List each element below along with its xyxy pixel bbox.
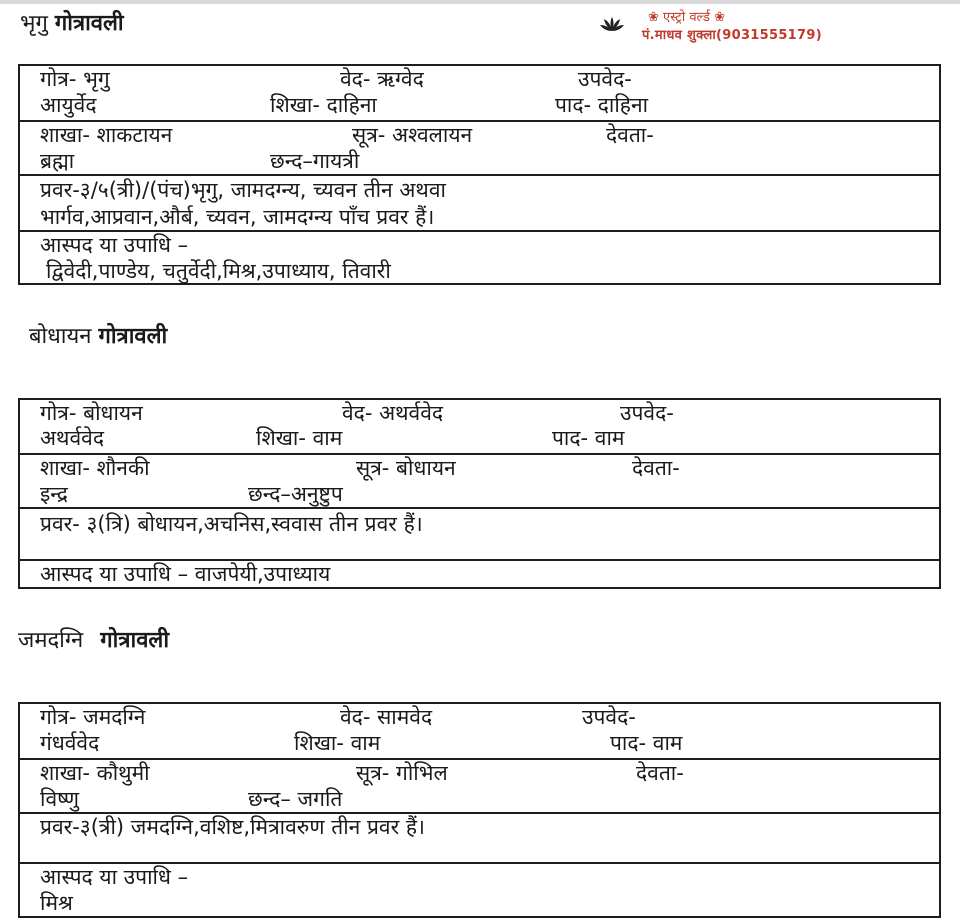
table-row <box>20 862 939 916</box>
gotra-table-bhrigu <box>18 64 941 285</box>
gotra-field: गोत्र- बोधायन <box>40 401 143 425</box>
aaspad-line: आस्पद या उपाधि – वाजपेयी,उपाध्याय <box>40 562 331 586</box>
devata-value: इन्द्र <box>40 482 68 506</box>
table-row <box>20 66 939 120</box>
veda-field: वेद- अथर्ववेद <box>342 401 444 425</box>
sutra-field: सूत्र- अश्वलायन <box>352 123 473 147</box>
shikha-field: शिखा- वाम <box>294 731 381 755</box>
table-row <box>20 174 939 230</box>
devata-label: देवता- <box>632 456 680 480</box>
upaveda-value: अथर्ववेद <box>40 426 104 450</box>
table-row <box>20 400 939 453</box>
table-row <box>20 812 939 862</box>
chhand-field: छन्द–अनुष्टुप <box>248 482 343 506</box>
paad-field: पाद- दाहिना <box>555 93 649 117</box>
top-strip <box>0 0 960 4</box>
sutra-field: सूत्र- बोधायन <box>356 456 456 480</box>
table-row <box>20 758 939 812</box>
upaveda-value: आयुर्वेद <box>40 93 97 117</box>
shakha-field: शाखा- शाकटायन <box>40 123 173 147</box>
brand-block <box>600 10 950 46</box>
upaveda-label: उपवेद- <box>582 705 636 729</box>
devata-label: देवता- <box>606 123 654 147</box>
pravar-line-1: प्रवर-३/५(त्री)/(पंच)भृगु, जामदग्न्य, च्यवन तीन अथवा <box>40 178 446 202</box>
gotra-table-jamadagni <box>18 702 941 918</box>
aaspad-value: मिश्र <box>40 891 73 915</box>
devata-value: विष्णु <box>40 787 80 811</box>
gotra-field: गोत्र- भृगु <box>40 67 110 91</box>
heading-bold: गोत्रावली <box>100 628 170 653</box>
table-row <box>20 230 939 283</box>
paad-field: पाद- वाम <box>610 731 683 755</box>
brand-contact: पं.माधव शुक्ला(9031555179) <box>642 28 822 43</box>
gotra-table-bodhayan <box>18 398 941 589</box>
gotra-field: गोत्र- जमदग्नि <box>40 705 146 729</box>
aaspad-value: द्विवेदी,पाण्डेय, चतुर्वेदी,मिश्र,उपाध्याय, तिवारी <box>46 259 391 283</box>
section-heading-bodhayan <box>29 324 167 350</box>
aaspad-label: आस्पद या उपाधि – <box>40 865 189 889</box>
brand-name: ❀ एस्ट्रो वर्ल्ड ❀ <box>648 10 726 25</box>
devata-value: ब्रह्मा <box>40 149 75 173</box>
pravar-line-1: प्रवर-३(त्री) जमदग्नि,वशिष्ट,मित्रावरुण तीन प्रवर हैं। <box>40 815 425 839</box>
lotus-logo-icon <box>600 16 624 32</box>
chhand-field: छन्द–गायत्री <box>270 149 360 173</box>
sutra-field: सूत्र- गोभिल <box>356 761 448 785</box>
paad-field: पाद- वाम <box>552 426 625 450</box>
veda-field: वेद- सामवेद <box>340 705 433 729</box>
heading-bold: गोत्रावली <box>54 11 124 36</box>
pravar-line-1: प्रवर- ३(त्रि) बोधायन,अचनिस,स्ववास तीन प्रवर हैं। <box>40 512 423 536</box>
section-heading-bhrigu <box>20 11 124 37</box>
heading-prefix: जमदग्नि <box>18 628 84 653</box>
heading-prefix: भृगु <box>20 11 48 36</box>
chhand-field: छन्द– जगति <box>248 787 343 811</box>
shikha-field: शिखा- दाहिना <box>270 93 377 117</box>
upaveda-label: उपवेद- <box>620 401 674 425</box>
aaspad-label: आस्पद या उपाधि – <box>40 233 189 257</box>
heading-bold: गोत्रावली <box>98 324 168 349</box>
table-row <box>20 559 939 587</box>
table-row <box>20 120 939 174</box>
heading-prefix: बोधायन <box>29 324 92 349</box>
pravar-line-2: भार्गव,आप्रवान,और्ब, च्यवन, जामदग्न्य पाँच प्रवर हैं। <box>40 205 435 229</box>
devata-label: देवता- <box>636 761 684 785</box>
shakha-field: शाखा- कौथुमी <box>40 761 150 785</box>
section-heading-jamadagni <box>18 628 169 654</box>
table-row <box>20 453 939 507</box>
table-row <box>20 507 939 559</box>
upaveda-value: गंधर्ववेद <box>40 731 100 755</box>
shakha-field: शाखा- शौनकी <box>40 456 150 480</box>
upaveda-label: उपवेद- <box>578 67 632 91</box>
veda-field: वेद- ऋग्वेद <box>340 67 424 91</box>
table-row <box>20 704 939 758</box>
shikha-field: शिखा- वाम <box>256 426 343 450</box>
